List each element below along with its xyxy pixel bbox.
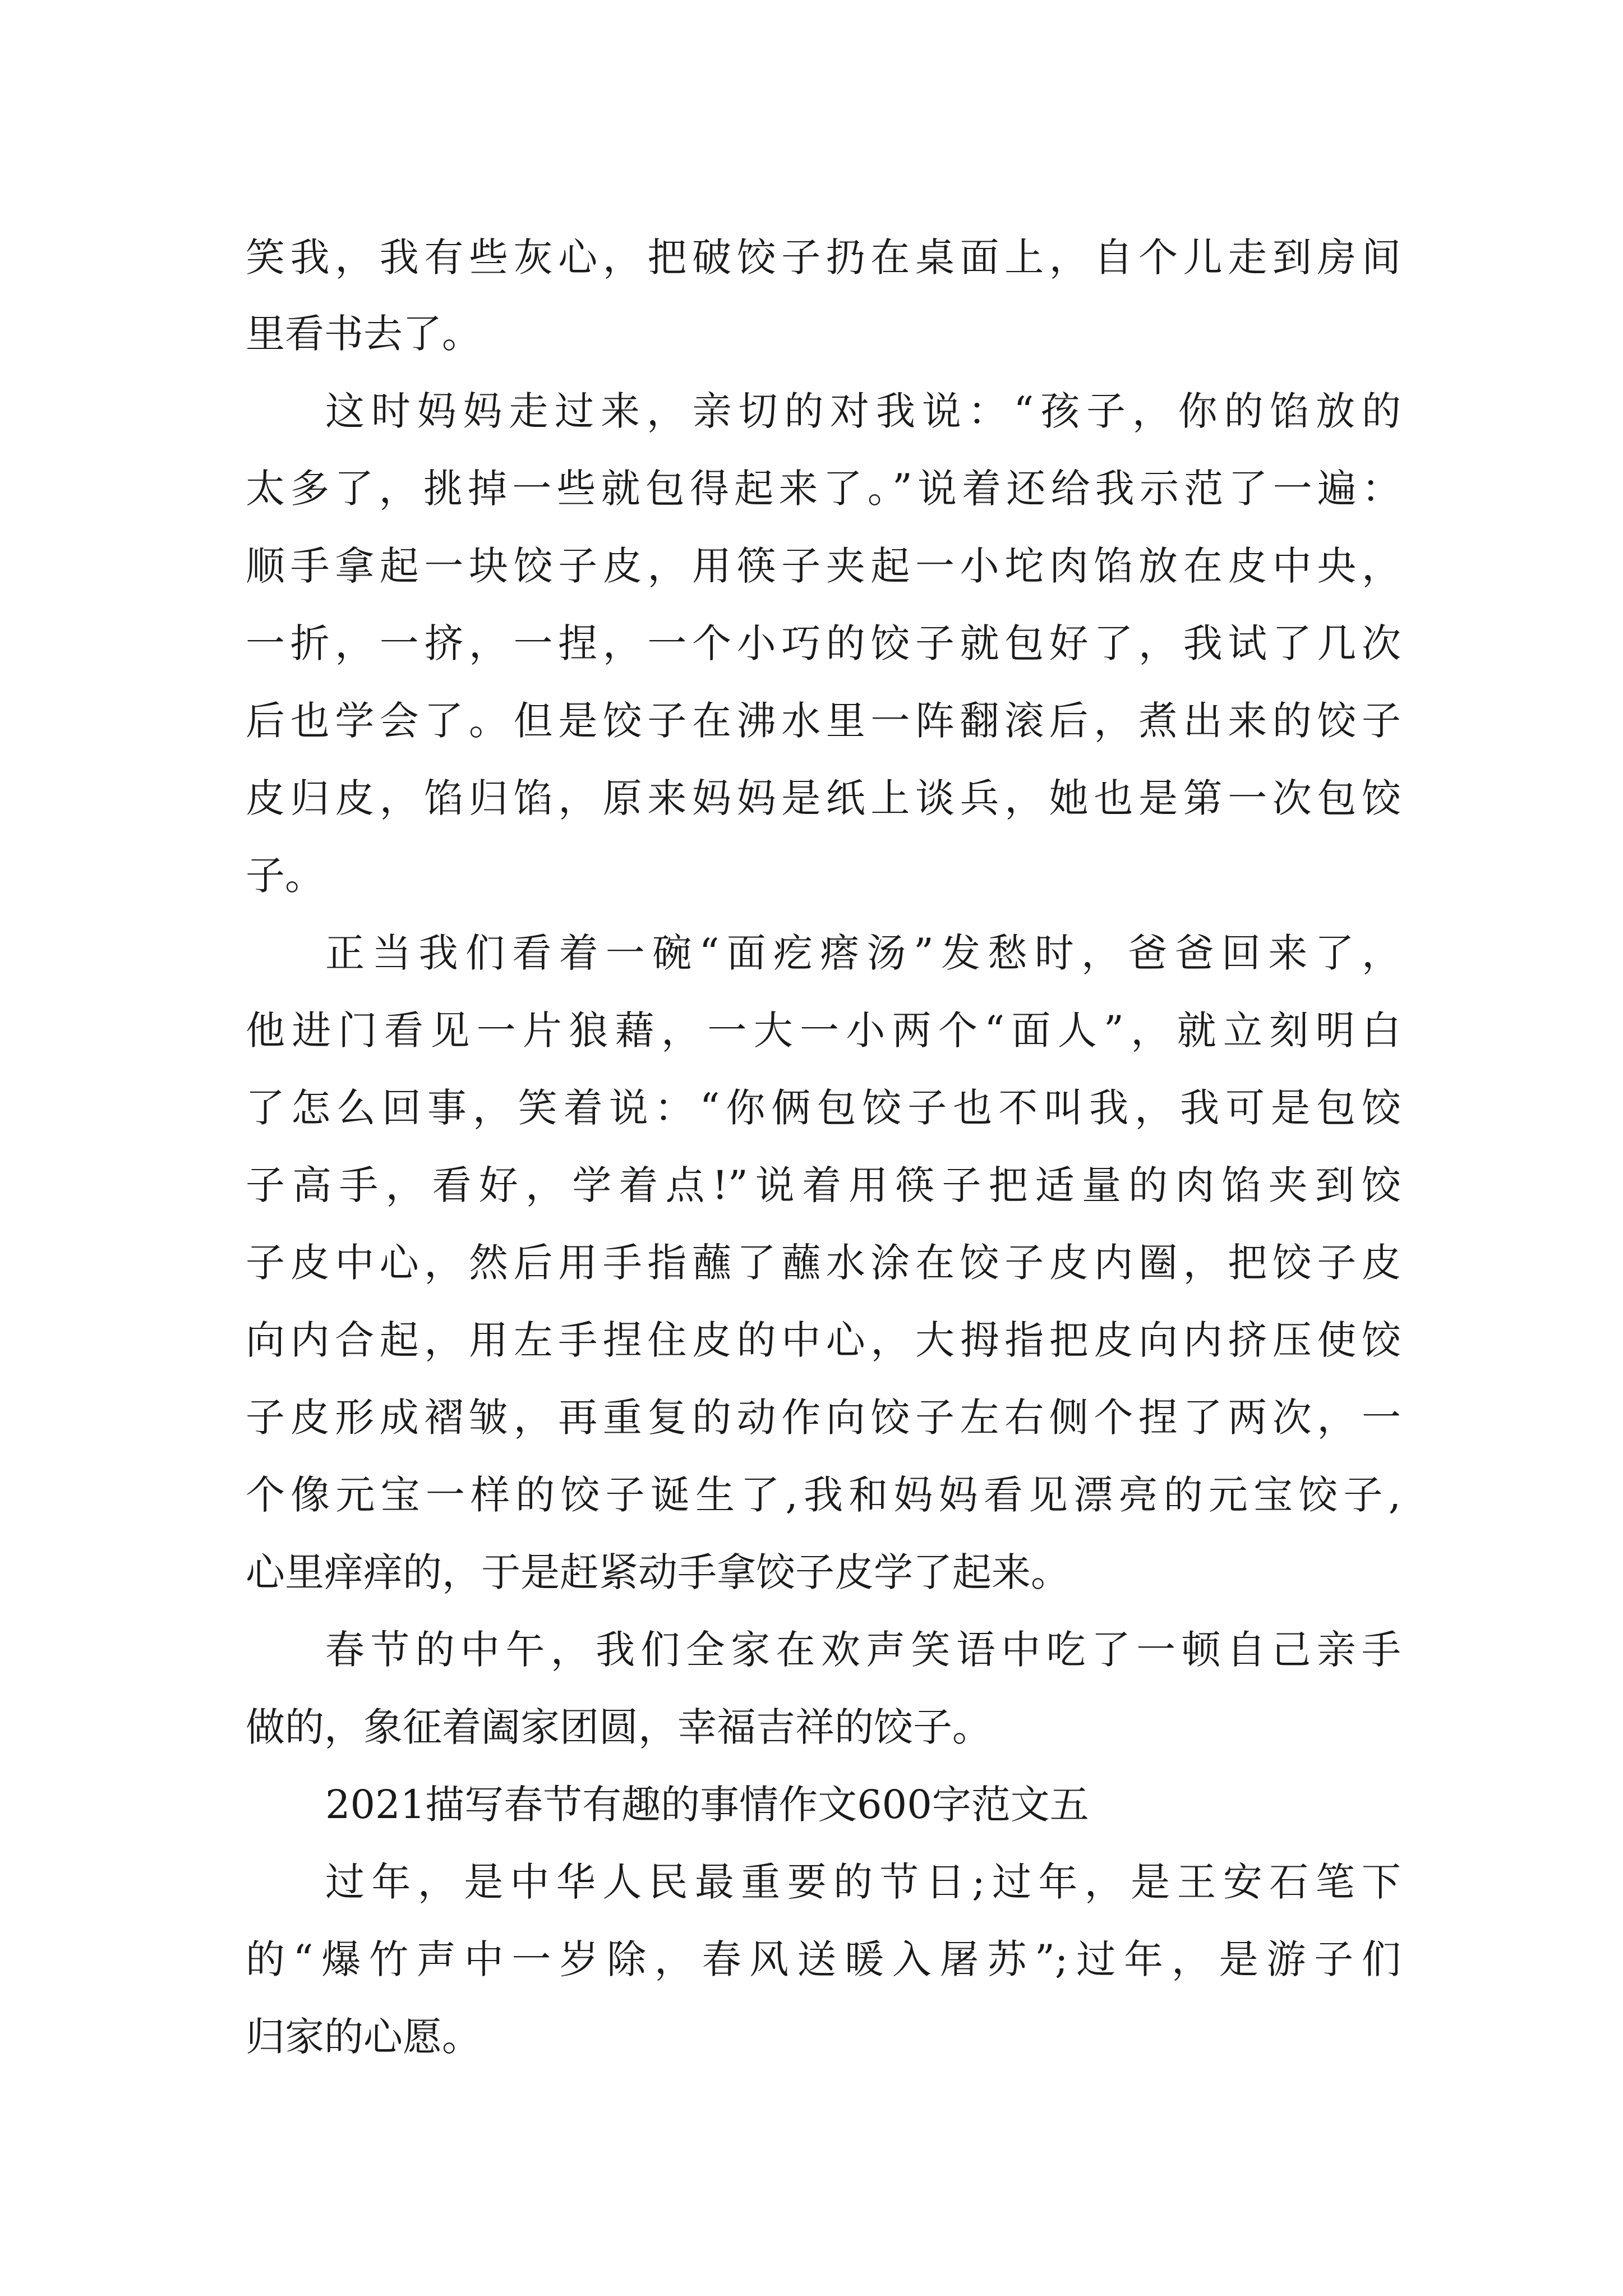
paragraph-line: 心里痒痒的，于是赶紧动手拿饺子皮学了起来。	[246, 1549, 1070, 1595]
paragraph-line: 子高手，看好，学着点!”说着用筷子把适量的肉馅夹到饺	[246, 1162, 1401, 1208]
paragraph-line: 的“爆竹声中一岁除，春风送暖入屠苏”;过年，是游子们	[246, 1936, 1401, 1982]
paragraph-line: 做的，象征着阖家团圆，幸福吉祥的饺子。	[246, 1704, 992, 1750]
paragraph-line: 向内合起，用左手捏住皮的中心，大拇指把皮向内挤压使饺	[246, 1317, 1401, 1363]
paragraph-line: 笑我，我有些灰心，把破饺子扔在桌面上，自个儿走到房间	[246, 234, 1401, 280]
paragraph-line: 归家的心愿。	[246, 2014, 481, 2060]
paragraph-line: 了怎么回事，笑着说：“你俩包饺子也不叫我，我可是包饺	[246, 1085, 1401, 1131]
paragraph-line: 一折，一挤，一捏，一个小巧的饺子就包好了，我试了几次	[246, 620, 1401, 666]
paragraph-line: 过年，是中华人民最重要的节日;过年，是王安石笔下	[325, 1859, 1401, 1905]
section-heading: 2021描写春节有趣的事情作文600字范文五	[325, 1782, 1089, 1828]
paragraph-line: 太多了，挑掉一些就包得起来了。”说着还给我示范了一遍：	[246, 466, 1401, 512]
paragraph-line: 顺手拿起一块饺子皮，用筷子夹起一小坨肉馅放在皮中央，	[246, 543, 1401, 589]
paragraph-line: 他进门看见一片狼藉，一大一小两个“面人”，就立刻明白	[246, 1007, 1401, 1053]
paragraph-line: 春节的中午，我们全家在欢声笑语中吃了一顿自己亲手	[325, 1627, 1401, 1673]
paragraph-line: 正当我们看着一碗“面疙瘩汤”发愁时，爸爸回来了，	[325, 930, 1401, 976]
paragraph-line: 子皮形成褶皱，再重复的动作向饺子左右侧个捏了两次，一	[246, 1395, 1401, 1441]
paragraph-line: 后也学会了。但是饺子在沸水里一阵翻滚后，煮出来的饺子	[246, 698, 1401, 744]
paragraph-line: 皮归皮，馅归馅，原来妈妈是纸上谈兵，她也是第一次包饺	[246, 775, 1401, 821]
paragraph-line: 子。	[246, 853, 324, 899]
paragraph-line: 子皮中心，然后用手指蘸了蘸水涂在饺子皮内圈，把饺子皮	[246, 1240, 1401, 1286]
paragraph-line: 这时妈妈走过来，亲切的对我说：“孩子，你的馅放的	[325, 388, 1401, 434]
paragraph-line: 里看书去了。	[246, 311, 481, 357]
paragraph-line: 个像元宝一样的饺子诞生了,我和妈妈看见漂亮的元宝饺子,	[246, 1472, 1401, 1518]
